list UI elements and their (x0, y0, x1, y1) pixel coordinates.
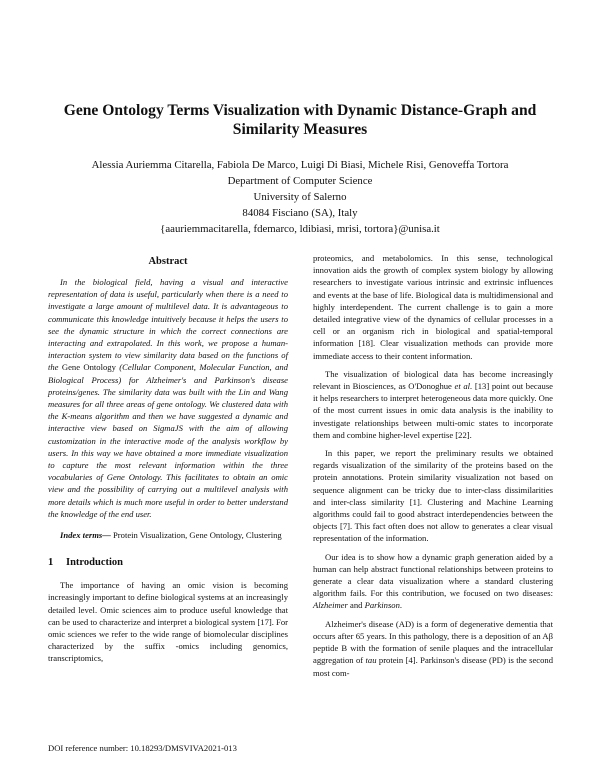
left-column (48, 255, 288, 671)
right-paragraph-1: proteomics, and metabolomics. In this sense, technological innovation aids the growth of complex system biology by allowing researchers to investigate various intrinsic and extrinsic influences and events at the base of life. Biological data is multidimensional and highly interdependent. The current challenge is to gain a more detailed integrative view of the dynamics of cellular processes in a cell or an organism rich in biological and spatial-temporal information [18]. Clear visualization methods can provide more immediate access to their content information. (313, 253, 553, 361)
section-title: Introduction (66, 557, 123, 569)
department: Department of Computer Science (227, 175, 373, 187)
right-paragraph-5 (313, 618, 553, 679)
p4-part-a: Our idea is to show how a dynamic graph generation aided by a human can help abstract functional relationships between proteins to generate a clear data visualization where a standard clustering algorithm fails. For this contribution, we focused on two diseases: (313, 551, 553, 599)
university: University of Salerno (253, 191, 347, 203)
section-heading-introduction (48, 556, 288, 569)
index-terms-text: Protein Visualization, Gene Ontology, Clustering (110, 530, 282, 541)
p5-part-b: protein [4]. Parkinson's disease (PD) is the second most com- (313, 655, 554, 678)
index-terms-label: Index terms— (60, 530, 111, 541)
right-column (313, 252, 553, 685)
abstract-heading: Abstract (148, 256, 188, 267)
index-terms (48, 529, 288, 541)
title-line-2: Similarity Measures (232, 121, 368, 138)
author-names: Alessia Auriemma Citarella, Fabiola De Marco, Luigi Di Biasi, Michele Risi, Genoveffa Tortora (91, 159, 509, 171)
right-paragraph-3: In this paper, we report the preliminary results we obtained regards visualization of the similarity of the proteins based on the protein annotations. Protein similarity visualization not based on sequence alignment can be tricky due to inter-class dissimilarities and inter-class similarity [1]. Clustering and Machine Learning algorithms could fail to good abstract interdependencies between the objects [7]. This fact often does not allow to generates a clear visual representation of the information. (313, 448, 553, 544)
address: 84084 Fisciano (SA), Italy (242, 207, 358, 219)
p4-alzheimer: Alzheimer (313, 600, 348, 611)
doi-reference: DOI reference number: 10.18293/DMSVIVA2021-013 (48, 743, 237, 753)
p4-parkinson: Parkinson (364, 600, 400, 611)
abstract-part-1: In the biological field, having a visual and interactive representation of data is useful, particularly when there is a need to investigate a large amount of multilevel data. It is advantageous to communicate this knowledge intuitively because it helps the users to see the dynamic structure in which the correct connections are interacting and extrapolated. In this work, we propose a human-interaction system to view similarity data based on the functions of the (48, 277, 288, 373)
p4-end: . (399, 600, 403, 611)
abstract-text (48, 276, 288, 520)
p4-and: and (347, 600, 365, 611)
paper-title (60, 101, 540, 139)
abstract-gene-ontology: Gene Ontology (61, 362, 116, 373)
title-line-1: Gene Ontology Terms Visualization with Dynamic Distance-Graph and (63, 102, 537, 119)
section-number: 1 (48, 557, 54, 569)
right-paragraph-4 (313, 551, 553, 612)
p5-tau: tau (365, 655, 377, 666)
author-block (40, 157, 560, 237)
intro-paragraph-1: The importance of having an omic vision is becoming increasingly important to define biological systems at an increasingly detailed level. Omic sciences aim to produce useful knowledge that can be used to characterize and interpret a biological system [17]. For omic sciences we refer to the wide range of biomolecular disciplines characterized by the suffix -omics including genomics, transcriptomics, (48, 580, 288, 664)
p2-etal: et al. (454, 381, 473, 392)
p5-part-a: Alzheimer's disease (AD) is a form of degenerative dementia that occurs after 65 years. In this pathology, there is a deposition of an Aβ peptide B with the formation of senile plaques and the intracellular aggregation of (313, 618, 553, 666)
right-paragraph-2 (313, 368, 553, 441)
p2-part-b: [13] point out because it helps researchers to interpret heterogeneous data more quickly. One of the most current issues in omic data analysis is the inability to investigate relationships between multi-omic states to incorporate them and combine higher-level expertise [22]. (313, 381, 553, 440)
p2-part-a: The visualization of biological data has become increasingly relevant in Biosciences, as O'Donoghue (313, 368, 553, 392)
abstract-part-2: (Cellular Component, Molecular Function, and Biological Process) for Alzheimer's and Parkinson's disease proteins/genes. The similarity data was built with the Lin and Wang measures for all three areas of gene ontology. We clustered data with the K-means algorithm and then we have suggested a dynamic and interactive view based on SigmaJS with the aim of allowing customization in the interactive mode of the analysis workflow by users. In this way we have obtained a more immediate visualization to capture the most relevant information within the three vocabularies of Gene Ontology. This facilitates to obtain an omic view and the possibility of carrying out a multilevel analysis with more details which is much more useful in order to better understand the knowledge of the end user. (48, 362, 288, 519)
emails: {aauriemmacitarella, fdemarco, ldibiasi, mrisi, tortora}@unisa.it (160, 223, 440, 235)
